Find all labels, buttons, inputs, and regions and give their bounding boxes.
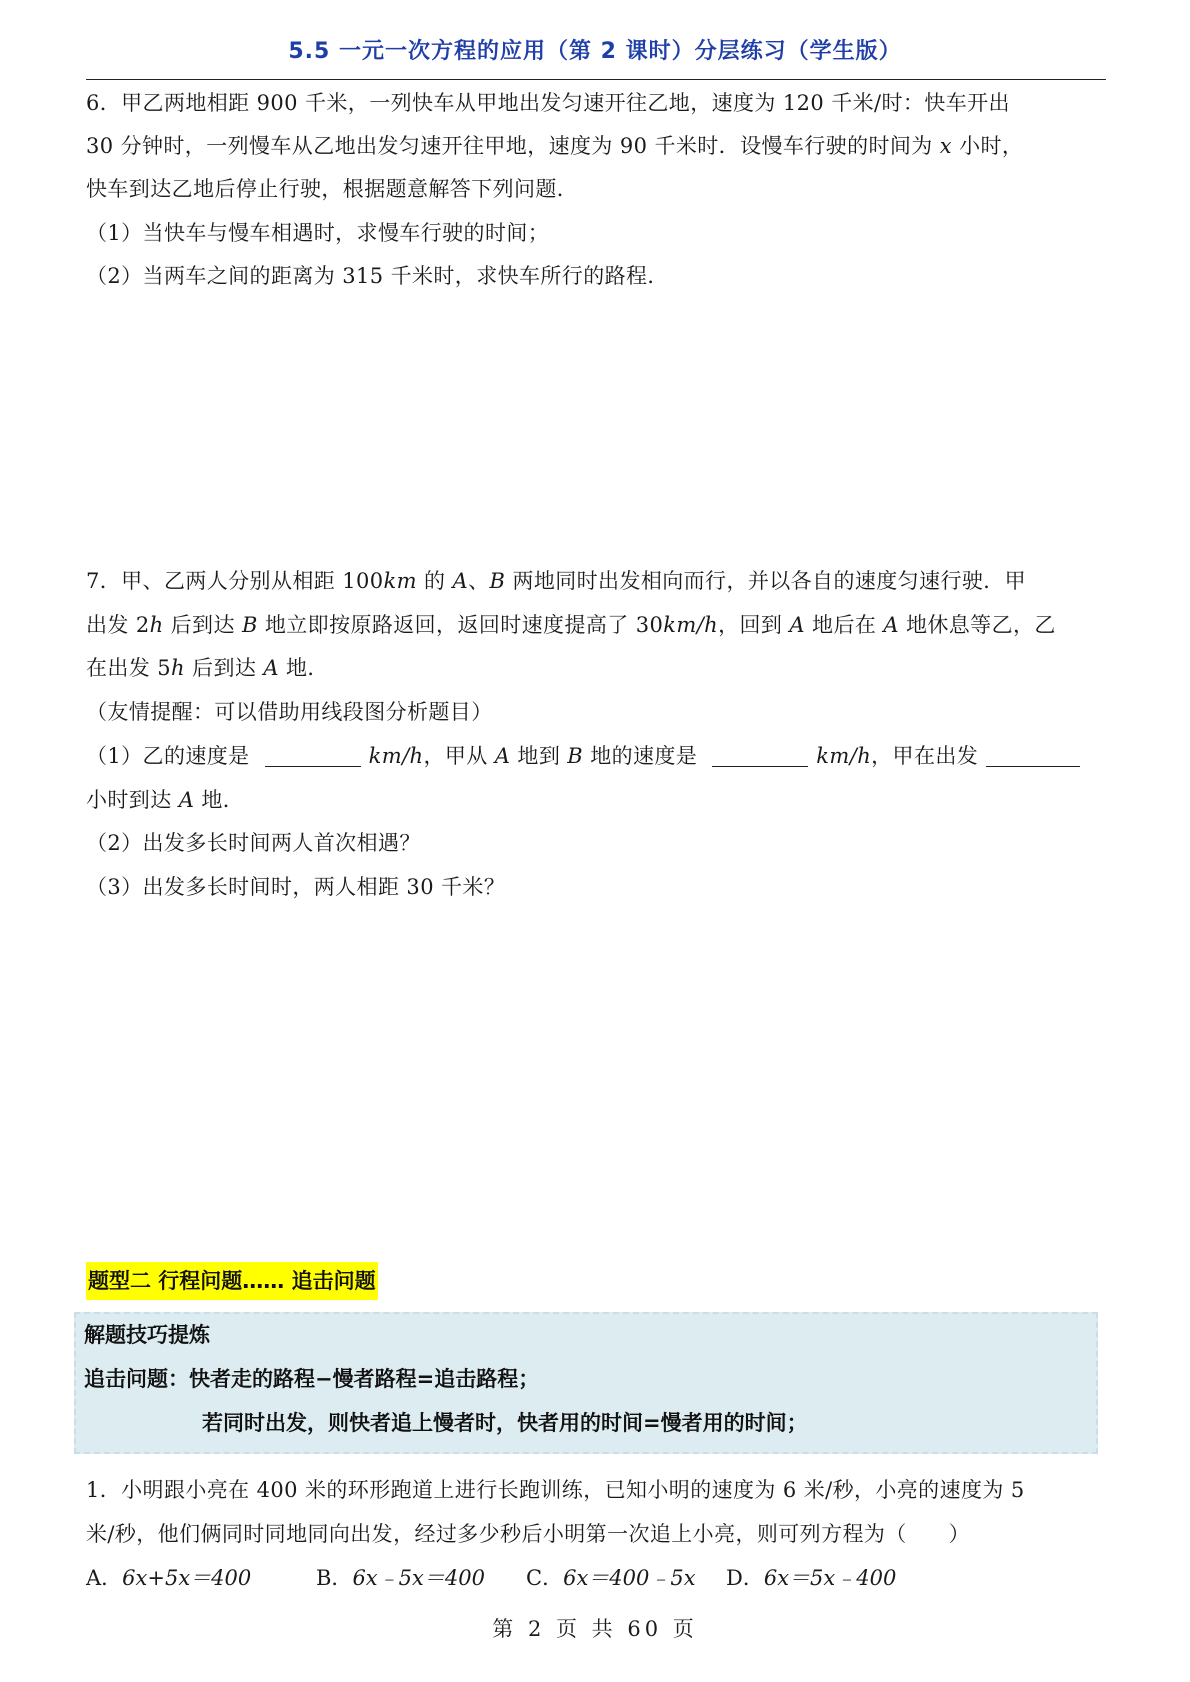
option-d[interactable] — [726, 1563, 896, 1593]
q7-text: 地． — [278, 656, 329, 680]
page-title: 5.5 一元一次方程的应用（第 2 课时）分层练习（学生版） — [288, 39, 902, 64]
q7-text: 地休息等乙，乙 — [898, 613, 1056, 637]
q7-point: A — [883, 613, 899, 637]
option-label: D． — [726, 1566, 764, 1590]
q7-text: ，甲在出发 — [871, 744, 979, 768]
q7-text: ，甲从 — [423, 744, 495, 768]
option-label: C． — [526, 1566, 564, 1590]
section-heading-highlight: 题型二 行程问题…… 追击问题 — [86, 1262, 378, 1300]
q7-text: 地后在 — [804, 613, 884, 637]
tip-title: 解题技巧提炼 — [84, 1323, 210, 1347]
option-label: B． — [316, 1566, 353, 1590]
answer-blank-2[interactable] — [712, 766, 808, 767]
q6-text: 30 分钟时，一列慢车从乙地出发匀速开往甲地，速度为 90 千米时．设慢车行驶的时间为 — [86, 134, 940, 158]
q7-subquestion-1-cont — [86, 785, 1110, 815]
tip-line-1: 追击问题：快者走的路程−慢者路程=追击路程； — [84, 1367, 540, 1391]
q7-subquestion-2: （2）出发多长时间两人首次相遇？ — [86, 831, 421, 855]
option-label: A． — [86, 1566, 123, 1590]
q7-text: ，回到 — [718, 613, 790, 637]
q1-text: ） — [948, 1522, 971, 1546]
q7-unit: km/h — [663, 613, 719, 637]
q7-text: 在出发 5 — [86, 656, 172, 680]
q7-point: A — [263, 656, 279, 680]
q7-text: 地到 — [510, 744, 568, 768]
q7-text: 后到达 — [163, 613, 242, 637]
q7-text: 、 — [468, 569, 490, 593]
q7-point: A — [494, 744, 511, 768]
q1-text: 米/秒，他们俩同时同地同向出发，经过多少秒后小明第一次追上小亮，则可列方程为（ — [86, 1522, 907, 1546]
answer-blank-3[interactable] — [986, 766, 1080, 767]
q6-variable-x: x — [939, 134, 952, 158]
q1-options — [86, 1563, 896, 1593]
q1-line-1: 1．小明跟小亮在 400 米的环形跑道上进行长跑训练，已知小明的速度为 6 米/秒，小亮的速度为 5 — [86, 1478, 1025, 1502]
q7-unit: km — [383, 569, 417, 593]
option-c[interactable] — [526, 1563, 726, 1593]
q7-text: 两地同时出发相向而行，并以各自的速度匀速行驶．甲 — [505, 569, 1027, 593]
option-a[interactable] — [86, 1563, 316, 1593]
q7-unit: km/h — [368, 744, 424, 768]
page-footer: 第 2 页 共 60 页 — [492, 1617, 698, 1641]
q7-text: 出发 2 — [86, 613, 150, 637]
q7-unit: km/h — [816, 744, 872, 768]
answer-blank-1[interactable] — [265, 766, 361, 767]
option-text: 6x＝400﹣5x — [563, 1566, 696, 1590]
q7-point: B — [489, 569, 506, 593]
q7-point: A — [178, 788, 195, 812]
q7-hint: （友情提醒：可以借助用线段图分析题目） — [86, 700, 493, 724]
q7-text: 地的速度是 — [583, 744, 705, 768]
q7-text: 地． — [194, 788, 245, 812]
q1-line-2 — [86, 1519, 1110, 1549]
q7-line-3 — [86, 653, 1110, 683]
header-divider — [86, 79, 1106, 80]
q7-text: （1）乙的速度是 — [86, 744, 257, 768]
q7-text: 小时到达 — [86, 788, 179, 812]
q6-line-3: 快车到达乙地后停止行驶，根据题意解答下列问题． — [86, 177, 579, 201]
q7-point: A — [452, 569, 469, 593]
q7-line-2 — [86, 610, 1110, 640]
q6-subquestion-2: （2）当两车之间的距离为 315 千米时，求快车所行的路程． — [86, 264, 669, 288]
q7-subquestion-1 — [86, 741, 1110, 771]
q6-line-2 — [86, 131, 1110, 161]
q7-subquestion-3: （3）出发多长时间时，两人相距 30 千米？ — [86, 875, 506, 899]
q7-text: 后到达 — [184, 656, 264, 680]
option-text: 6x＝5x﹣400 — [763, 1566, 897, 1590]
q7-point: B — [567, 744, 584, 768]
q7-line-1 — [86, 566, 1110, 596]
q7-point: B — [241, 613, 258, 637]
q6-subquestion-1: （1）当快车与慢车相遇时，求慢车行驶的时间； — [86, 221, 550, 245]
q7-text: 地立即按原路返回，返回时速度提高了 30 — [257, 613, 664, 637]
q7-unit: h — [149, 613, 164, 637]
q7-text: 7．甲、乙两人分别从相距 100 — [86, 569, 384, 593]
q7-unit: h — [171, 656, 185, 680]
option-text: 6x+5x＝400 — [122, 1566, 252, 1590]
q7-point: A — [789, 613, 805, 637]
q7-text: 的 — [416, 569, 453, 593]
option-text: 6x﹣5x＝400 — [352, 1566, 485, 1590]
option-b[interactable] — [316, 1563, 526, 1593]
q6-line-1: 6．甲乙两地相距 900 千米，一列快车从甲地出发匀速开往乙地，速度为 120 千米/时：快车开出 — [86, 91, 1010, 115]
tip-line-2: 若同时出发，则快者追上慢者时，快者用的时间=慢者用的时间； — [202, 1411, 808, 1435]
q6-text: 小时， — [952, 134, 1024, 158]
